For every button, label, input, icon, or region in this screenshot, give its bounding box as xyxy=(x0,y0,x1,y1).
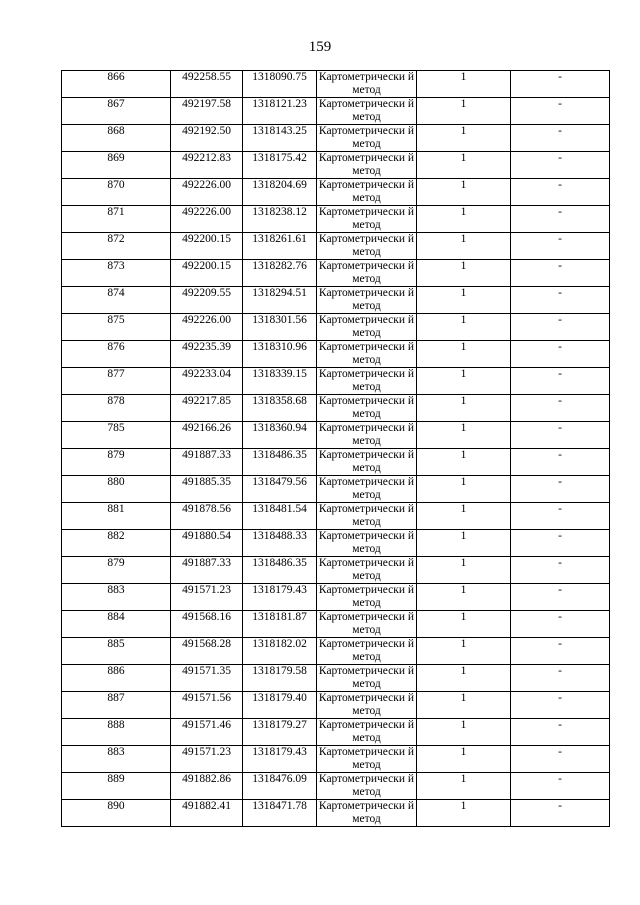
y-coordinate-cell: 1318301.56 xyxy=(243,314,317,341)
note-cell: - xyxy=(511,260,610,287)
y-coordinate-cell: 1318476.09 xyxy=(243,773,317,800)
accuracy-cell: 1 xyxy=(417,422,511,449)
method-label: Картометрически й метод xyxy=(318,719,415,744)
note-cell: - xyxy=(511,179,610,206)
method-cell xyxy=(317,611,417,638)
x-coordinate-cell: 491887.33 xyxy=(171,449,243,476)
table-row xyxy=(62,611,610,638)
note-cell: - xyxy=(511,557,610,584)
table-row xyxy=(62,233,610,260)
y-coordinate-cell: 1318358.68 xyxy=(243,395,317,422)
method-cell xyxy=(317,314,417,341)
x-coordinate-cell: 491568.16 xyxy=(171,611,243,638)
note-cell: - xyxy=(511,98,610,125)
point-number-cell: 887 xyxy=(62,692,171,719)
x-coordinate-cell: 492212.83 xyxy=(171,152,243,179)
accuracy-cell: 1 xyxy=(417,476,511,503)
x-coordinate-cell: 492192.50 xyxy=(171,125,243,152)
accuracy-cell: 1 xyxy=(417,692,511,719)
point-number-cell: 866 xyxy=(62,71,171,98)
accuracy-cell: 1 xyxy=(417,773,511,800)
accuracy-cell: 1 xyxy=(417,638,511,665)
note-cell: - xyxy=(511,287,610,314)
coordinates-table xyxy=(61,70,610,827)
method-cell xyxy=(317,98,417,125)
table-row xyxy=(62,71,610,98)
method-cell xyxy=(317,368,417,395)
method-label: Картометрически й метод xyxy=(318,395,415,420)
x-coordinate-cell: 491882.41 xyxy=(171,800,243,827)
note-cell: - xyxy=(511,800,610,827)
method-label: Картометрически й метод xyxy=(318,179,415,204)
y-coordinate-cell: 1318182.02 xyxy=(243,638,317,665)
point-number-cell: 888 xyxy=(62,719,171,746)
method-cell xyxy=(317,395,417,422)
method-label: Картометрически й метод xyxy=(318,341,415,366)
note-cell: - xyxy=(511,503,610,530)
method-cell xyxy=(317,584,417,611)
y-coordinate-cell: 1318204.69 xyxy=(243,179,317,206)
y-coordinate-cell: 1318481.54 xyxy=(243,503,317,530)
point-number-cell: 881 xyxy=(62,503,171,530)
point-number-cell: 871 xyxy=(62,206,171,233)
point-number-cell: 874 xyxy=(62,287,171,314)
accuracy-cell: 1 xyxy=(417,98,511,125)
method-cell xyxy=(317,800,417,827)
accuracy-cell: 1 xyxy=(417,152,511,179)
point-number-cell: 875 xyxy=(62,314,171,341)
y-coordinate-cell: 1318282.76 xyxy=(243,260,317,287)
note-cell: - xyxy=(511,125,610,152)
method-label: Картометрически й метод xyxy=(318,503,415,528)
accuracy-cell: 1 xyxy=(417,746,511,773)
method-label: Картометрически й метод xyxy=(318,206,415,231)
accuracy-cell: 1 xyxy=(417,395,511,422)
y-coordinate-cell: 1318471.78 xyxy=(243,800,317,827)
table-row xyxy=(62,476,610,503)
method-cell xyxy=(317,719,417,746)
x-coordinate-cell: 491878.56 xyxy=(171,503,243,530)
note-cell: - xyxy=(511,395,610,422)
accuracy-cell: 1 xyxy=(417,368,511,395)
x-coordinate-cell: 492226.00 xyxy=(171,314,243,341)
note-cell: - xyxy=(511,530,610,557)
y-coordinate-cell: 1318294.51 xyxy=(243,287,317,314)
accuracy-cell: 1 xyxy=(417,125,511,152)
method-label: Картометрически й метод xyxy=(318,773,415,798)
x-coordinate-cell: 492200.15 xyxy=(171,260,243,287)
point-number-cell: 883 xyxy=(62,584,171,611)
method-cell xyxy=(317,422,417,449)
table-row xyxy=(62,179,610,206)
point-number-cell: 869 xyxy=(62,152,171,179)
accuracy-cell: 1 xyxy=(417,449,511,476)
method-cell xyxy=(317,530,417,557)
method-label: Картометрически й метод xyxy=(318,692,415,717)
x-coordinate-cell: 491571.35 xyxy=(171,665,243,692)
method-cell xyxy=(317,449,417,476)
note-cell: - xyxy=(511,422,610,449)
method-cell xyxy=(317,71,417,98)
accuracy-cell: 1 xyxy=(417,665,511,692)
method-label: Картометрически й метод xyxy=(318,260,415,285)
x-coordinate-cell: 492235.39 xyxy=(171,341,243,368)
note-cell: - xyxy=(511,665,610,692)
method-cell xyxy=(317,206,417,233)
x-coordinate-cell: 492226.00 xyxy=(171,206,243,233)
point-number-cell: 870 xyxy=(62,179,171,206)
x-coordinate-cell: 491571.56 xyxy=(171,692,243,719)
note-cell: - xyxy=(511,584,610,611)
page-number: 159 xyxy=(308,39,332,55)
y-coordinate-cell: 1318238.12 xyxy=(243,206,317,233)
note-cell: - xyxy=(511,368,610,395)
point-number-cell: 886 xyxy=(62,665,171,692)
note-cell: - xyxy=(511,719,610,746)
table-row xyxy=(62,422,610,449)
y-coordinate-cell: 1318310.96 xyxy=(243,341,317,368)
y-coordinate-cell: 1318181.87 xyxy=(243,611,317,638)
point-number-cell: 867 xyxy=(62,98,171,125)
x-coordinate-cell: 491887.33 xyxy=(171,557,243,584)
method-cell xyxy=(317,287,417,314)
point-number-cell: 877 xyxy=(62,368,171,395)
y-coordinate-cell: 1318121.23 xyxy=(243,98,317,125)
point-number-cell: 878 xyxy=(62,395,171,422)
table-row xyxy=(62,287,610,314)
method-label: Картометрически й метод xyxy=(318,638,415,663)
method-cell xyxy=(317,746,417,773)
note-cell: - xyxy=(511,152,610,179)
method-cell xyxy=(317,125,417,152)
x-coordinate-cell: 492166.26 xyxy=(171,422,243,449)
method-cell xyxy=(317,179,417,206)
y-coordinate-cell: 1318179.58 xyxy=(243,665,317,692)
table-row xyxy=(62,800,610,827)
x-coordinate-cell: 491571.46 xyxy=(171,719,243,746)
y-coordinate-cell: 1318179.43 xyxy=(243,746,317,773)
x-coordinate-cell: 491571.23 xyxy=(171,746,243,773)
method-label: Картометрически й метод xyxy=(318,665,415,690)
note-cell: - xyxy=(511,638,610,665)
accuracy-cell: 1 xyxy=(417,260,511,287)
table-row xyxy=(62,719,610,746)
table-row xyxy=(62,206,610,233)
accuracy-cell: 1 xyxy=(417,233,511,260)
table-row xyxy=(62,98,610,125)
y-coordinate-cell: 1318486.35 xyxy=(243,449,317,476)
accuracy-cell: 1 xyxy=(417,179,511,206)
y-coordinate-cell: 1318486.35 xyxy=(243,557,317,584)
accuracy-cell: 1 xyxy=(417,206,511,233)
y-coordinate-cell: 1318479.56 xyxy=(243,476,317,503)
y-coordinate-cell: 1318090.75 xyxy=(243,71,317,98)
table-row xyxy=(62,449,610,476)
table-row xyxy=(62,692,610,719)
method-label: Картометрически й метод xyxy=(318,800,415,825)
method-label: Картометрически й метод xyxy=(318,476,415,501)
point-number-cell: 879 xyxy=(62,557,171,584)
method-cell xyxy=(317,665,417,692)
method-cell xyxy=(317,341,417,368)
point-number-cell: 890 xyxy=(62,800,171,827)
x-coordinate-cell: 492200.15 xyxy=(171,233,243,260)
note-cell: - xyxy=(511,476,610,503)
method-label: Картометрически й метод xyxy=(318,71,415,96)
method-label: Картометрически й метод xyxy=(318,422,415,447)
point-number-cell: 885 xyxy=(62,638,171,665)
table-row xyxy=(62,638,610,665)
method-label: Картометрически й метод xyxy=(318,611,415,636)
point-number-cell: 876 xyxy=(62,341,171,368)
x-coordinate-cell: 492226.00 xyxy=(171,179,243,206)
y-coordinate-cell: 1318179.40 xyxy=(243,692,317,719)
note-cell: - xyxy=(511,233,610,260)
accuracy-cell: 1 xyxy=(417,341,511,368)
point-number-cell: 872 xyxy=(62,233,171,260)
method-label: Картометрически й метод xyxy=(318,530,415,555)
method-label: Картометрически й метод xyxy=(318,746,415,771)
y-coordinate-cell: 1318488.33 xyxy=(243,530,317,557)
note-cell: - xyxy=(511,773,610,800)
method-cell xyxy=(317,476,417,503)
method-cell xyxy=(317,692,417,719)
x-coordinate-cell: 491882.86 xyxy=(171,773,243,800)
table-row xyxy=(62,395,610,422)
point-number-cell: 884 xyxy=(62,611,171,638)
y-coordinate-cell: 1318143.25 xyxy=(243,125,317,152)
method-label: Картометрически й метод xyxy=(318,152,415,177)
x-coordinate-cell: 491885.35 xyxy=(171,476,243,503)
method-label: Картометрически й метод xyxy=(318,98,415,123)
table-row xyxy=(62,503,610,530)
y-coordinate-cell: 1318360.94 xyxy=(243,422,317,449)
note-cell: - xyxy=(511,746,610,773)
x-coordinate-cell: 491571.23 xyxy=(171,584,243,611)
x-coordinate-cell: 492209.55 xyxy=(171,287,243,314)
method-label: Картометрически й метод xyxy=(318,314,415,339)
y-coordinate-cell: 1318175.42 xyxy=(243,152,317,179)
x-coordinate-cell: 491880.54 xyxy=(171,530,243,557)
x-coordinate-cell: 491568.28 xyxy=(171,638,243,665)
y-coordinate-cell: 1318339.15 xyxy=(243,368,317,395)
point-number-cell: 889 xyxy=(62,773,171,800)
method-cell xyxy=(317,557,417,584)
note-cell: - xyxy=(511,692,610,719)
method-cell xyxy=(317,773,417,800)
table-row xyxy=(62,530,610,557)
note-cell: - xyxy=(511,341,610,368)
point-number-cell: 882 xyxy=(62,530,171,557)
table-row xyxy=(62,665,610,692)
table-row xyxy=(62,368,610,395)
accuracy-cell: 1 xyxy=(417,314,511,341)
note-cell: - xyxy=(511,206,610,233)
point-number-cell: 879 xyxy=(62,449,171,476)
y-coordinate-cell: 1318179.27 xyxy=(243,719,317,746)
y-coordinate-cell: 1318179.43 xyxy=(243,584,317,611)
method-cell xyxy=(317,260,417,287)
point-number-cell: 873 xyxy=(62,260,171,287)
method-label: Картометрически й метод xyxy=(318,557,415,582)
table-row xyxy=(62,584,610,611)
table-row xyxy=(62,260,610,287)
table-row xyxy=(62,746,610,773)
table-row xyxy=(62,341,610,368)
method-cell xyxy=(317,152,417,179)
note-cell: - xyxy=(511,71,610,98)
method-cell xyxy=(317,233,417,260)
accuracy-cell: 1 xyxy=(417,530,511,557)
method-label: Картометрически й метод xyxy=(318,233,415,258)
note-cell: - xyxy=(511,449,610,476)
point-number-cell: 785 xyxy=(62,422,171,449)
x-coordinate-cell: 492217.85 xyxy=(171,395,243,422)
accuracy-cell: 1 xyxy=(417,71,511,98)
method-label: Картометрически й метод xyxy=(318,125,415,150)
method-label: Картометрически й метод xyxy=(318,368,415,393)
x-coordinate-cell: 492233.04 xyxy=(171,368,243,395)
accuracy-cell: 1 xyxy=(417,503,511,530)
table-row xyxy=(62,314,610,341)
method-label: Картометрически й метод xyxy=(318,584,415,609)
accuracy-cell: 1 xyxy=(417,611,511,638)
accuracy-cell: 1 xyxy=(417,719,511,746)
accuracy-cell: 1 xyxy=(417,557,511,584)
table-row xyxy=(62,557,610,584)
method-label: Картометрически й метод xyxy=(318,449,415,474)
point-number-cell: 883 xyxy=(62,746,171,773)
table-row xyxy=(62,152,610,179)
coordinates-table-body xyxy=(62,71,610,827)
accuracy-cell: 1 xyxy=(417,800,511,827)
note-cell: - xyxy=(511,314,610,341)
y-coordinate-cell: 1318261.61 xyxy=(243,233,317,260)
accuracy-cell: 1 xyxy=(417,584,511,611)
x-coordinate-cell: 492197.58 xyxy=(171,98,243,125)
point-number-cell: 868 xyxy=(62,125,171,152)
method-label: Картометрически й метод xyxy=(318,287,415,312)
method-cell xyxy=(317,503,417,530)
point-number-cell: 880 xyxy=(62,476,171,503)
method-cell xyxy=(317,638,417,665)
table-row xyxy=(62,125,610,152)
table-row xyxy=(62,773,610,800)
accuracy-cell: 1 xyxy=(417,287,511,314)
x-coordinate-cell: 492258.55 xyxy=(171,71,243,98)
note-cell: - xyxy=(511,611,610,638)
